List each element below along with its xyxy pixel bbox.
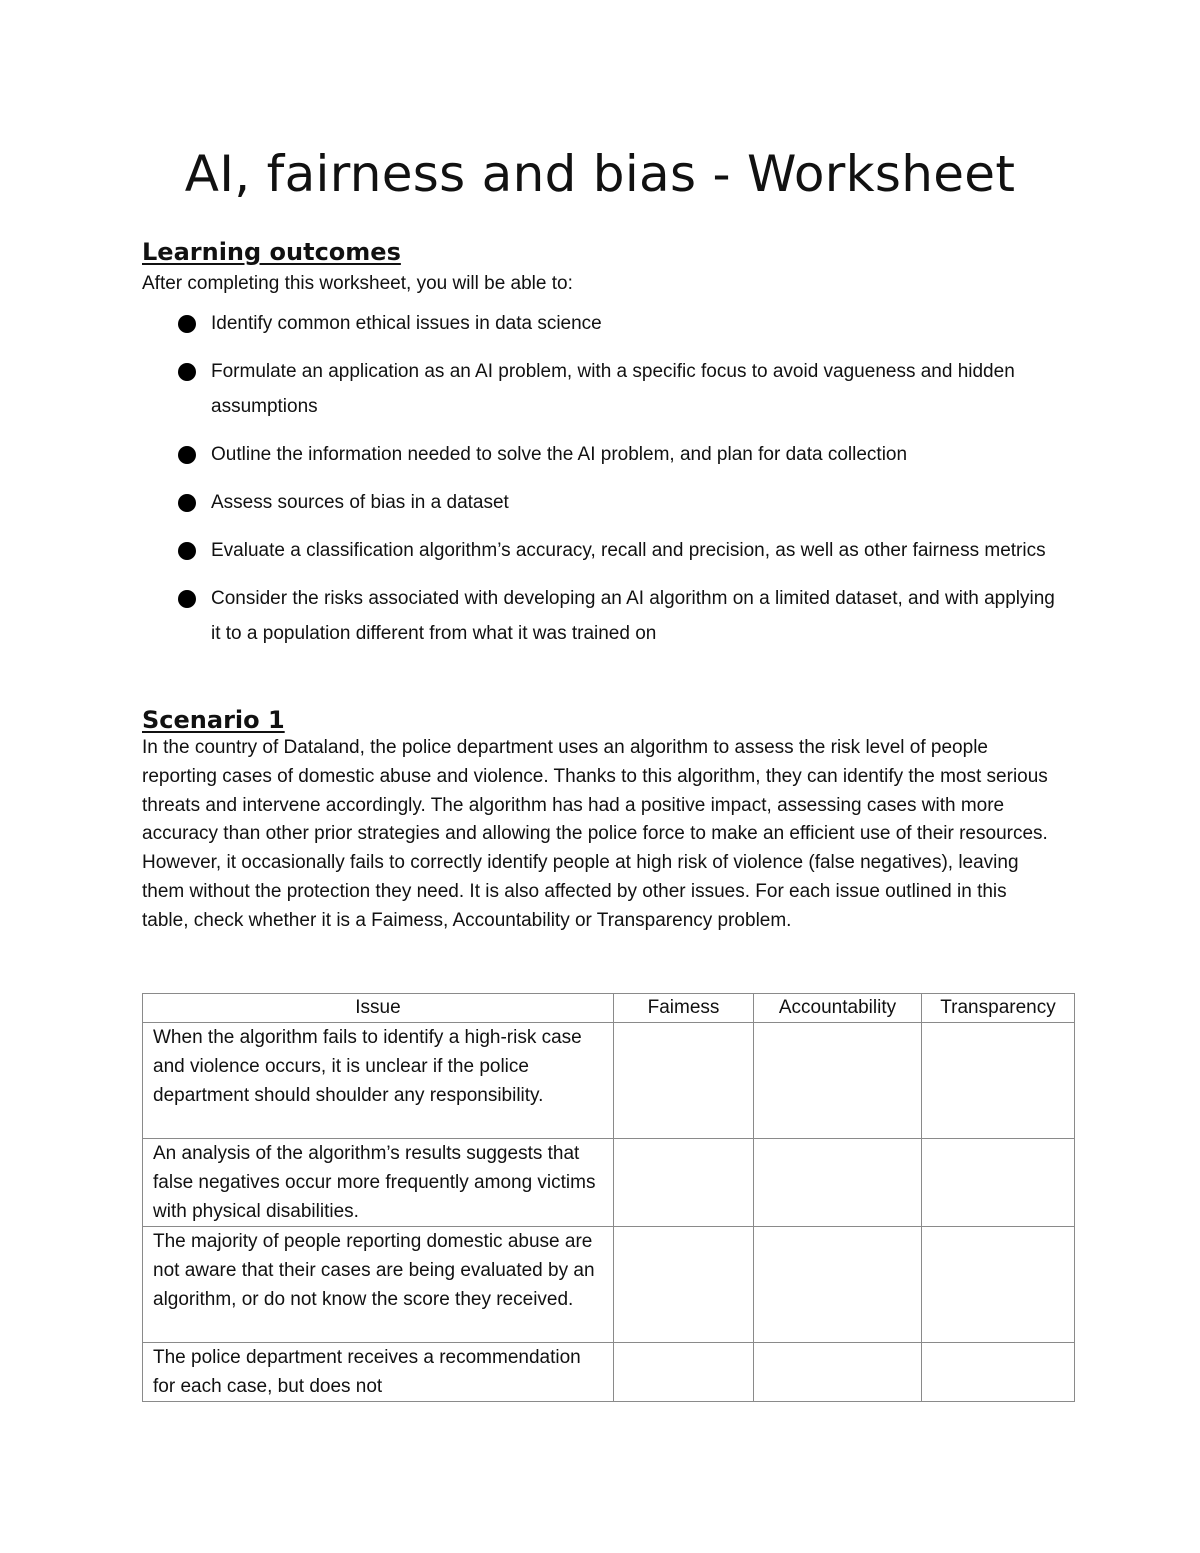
bullet-icon	[178, 590, 196, 608]
transparency-check-cell[interactable]	[922, 1227, 1075, 1343]
list-item	[142, 533, 1062, 568]
header-fairness: Faimess	[614, 994, 754, 1023]
transparency-check-cell[interactable]	[922, 1139, 1075, 1227]
outcome-text: Consider the risks associated with developing an AI algorithm on a limited dataset, and with applying it to a population different from what it was trained on	[211, 588, 1055, 644]
accountability-check-cell[interactable]	[754, 1343, 922, 1402]
bullet-icon	[178, 542, 196, 560]
fairness-check-cell[interactable]	[614, 1343, 754, 1402]
outcome-text: Formulate an application as an AI problem, with a specific focus to avoid vagueness and hidden assumptions	[211, 361, 1015, 417]
issue-cell: The police department receives a recommendation for each case, but does not	[143, 1343, 614, 1402]
issue-cell: When the algorithm fails to identify a high-risk case and violence occurs, it is unclear if the police department should shoulder any responsibility.	[143, 1023, 614, 1139]
table-header-row	[143, 994, 1075, 1023]
learning-outcomes-heading: Learning outcomes	[142, 238, 401, 266]
table-row	[143, 1343, 1075, 1402]
bullet-icon	[178, 494, 196, 512]
list-item	[142, 581, 1062, 651]
list-item	[142, 354, 1062, 424]
header-transparency: Transparency	[922, 994, 1075, 1023]
list-item	[142, 437, 1062, 472]
bullet-icon	[178, 446, 196, 464]
accountability-check-cell[interactable]	[754, 1023, 922, 1139]
scenario-1-text: In the country of Dataland, the police department uses an algorithm to assess the risk level of people reporting cases of domestic abuse and violence. Thanks to this algorithm, they can identify the most serious threats and intervene accordingly. The algorithm has had a positive impact, assessing cases with more accuracy than other prior strategies and allowing the police force to make an efficient use of their resources. However, it occasionally fails to correctly identify people at high risk of violence (false negatives), leaving them without the protection they need. It is also affected by other issues. For each issue outlined in this table, check whether it is a Faimess, Accountability or Transparency problem.	[142, 737, 1048, 931]
accountability-check-cell[interactable]	[754, 1139, 922, 1227]
header-accountability: Accountability	[754, 994, 922, 1023]
outcome-text: Identify common ethical issues in data science	[211, 313, 602, 334]
fairness-check-cell[interactable]	[614, 1139, 754, 1227]
table-row	[143, 1139, 1075, 1227]
scenario-1-heading: Scenario 1	[142, 706, 285, 734]
table-row	[143, 1023, 1075, 1139]
issues-table	[142, 993, 1075, 1402]
document-title: AI, fairness and bias - Worksheet	[184, 145, 1016, 203]
fairness-check-cell[interactable]	[614, 1227, 754, 1343]
outcome-text: Evaluate a classification algorithm’s accuracy, recall and precision, as well as other fairness metrics	[211, 540, 1046, 561]
learning-outcomes-list	[142, 306, 1062, 664]
table-row	[143, 1227, 1075, 1343]
list-item	[142, 485, 1062, 520]
outcome-text: Outline the information needed to solve the AI problem, and plan for data collection	[211, 444, 908, 465]
list-item	[142, 306, 1062, 341]
issue-cell: An analysis of the algorithm’s results suggests that false negatives occur more frequently among victims with physical disabilities.	[143, 1139, 614, 1227]
fairness-check-cell[interactable]	[614, 1023, 754, 1139]
transparency-check-cell[interactable]	[922, 1343, 1075, 1402]
bullet-icon	[178, 315, 196, 333]
issue-cell: The majority of people reporting domestic abuse are not aware that their cases are being evaluated by an algorithm, or do not know the score they received.	[143, 1227, 614, 1343]
accountability-check-cell[interactable]	[754, 1227, 922, 1343]
learning-outcomes-intro: After completing this worksheet, you will be able to:	[142, 273, 573, 294]
bullet-icon	[178, 363, 196, 381]
header-issue: Issue	[143, 994, 614, 1023]
transparency-check-cell[interactable]	[922, 1023, 1075, 1139]
outcome-text: Assess sources of bias in a dataset	[211, 492, 509, 513]
